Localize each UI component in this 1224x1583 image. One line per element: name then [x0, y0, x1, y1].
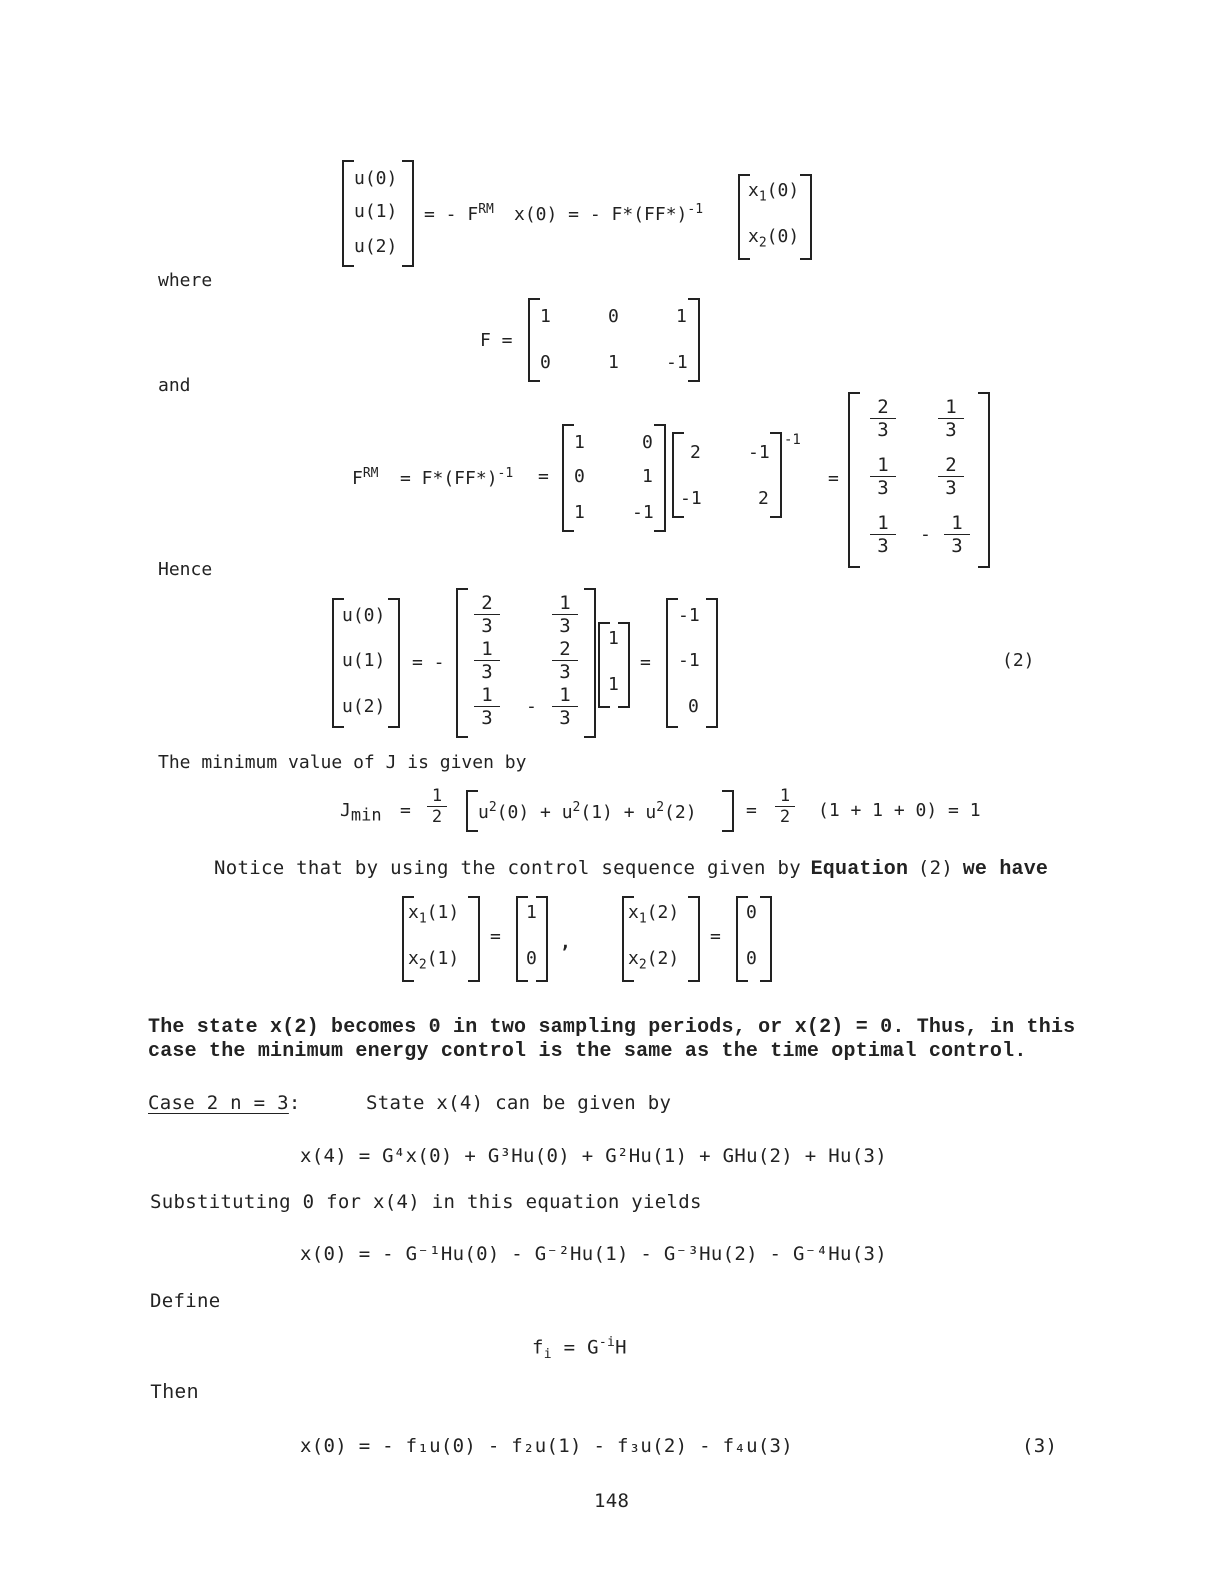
- bracket-right: [388, 598, 400, 728]
- bracket-right: [770, 432, 782, 518]
- bracket-right: [760, 896, 772, 982]
- u1: u(1): [342, 650, 386, 671]
- matA-cell: 1: [642, 466, 653, 487]
- matA-cell: 1: [574, 502, 585, 523]
- notice-eq-ref: (2): [917, 857, 954, 879]
- frac: 1 3: [866, 454, 900, 499]
- eq1-middle: = - $F^{RM}$: [424, 202, 494, 225]
- notice-line: [214, 857, 1048, 881]
- vec-cell: 1: [526, 902, 537, 923]
- bracket-right: [688, 298, 700, 382]
- matB-cell: -1: [680, 488, 702, 509]
- bracket-left: [456, 588, 468, 738]
- bracket-right: [654, 424, 666, 532]
- equation-x4: x(4) = G⁴x(0) + G³Hu(0) + G²Hu(1) + GHu(2) + Hu(3): [300, 1145, 887, 1167]
- F-cell: -1: [666, 352, 688, 373]
- vec-cell: 0: [526, 948, 537, 969]
- paragraph-line-1: The state x(2) becomes 0 in two sampling periods, or x(2) = 0. Thus, in this: [148, 1016, 1076, 1039]
- equation-number: (2): [1002, 650, 1035, 671]
- bracket-right: [722, 790, 734, 832]
- matB-cell: 2: [758, 488, 769, 509]
- notice-text: Notice that by using the control sequence given by: [214, 857, 801, 879]
- frac: 2 3: [866, 396, 900, 441]
- result-cell: -1: [678, 650, 700, 671]
- label-define: Define: [150, 1290, 221, 1312]
- inverse-sup: -1: [784, 432, 801, 448]
- FRM-eq: = $F*(FF*)^{-1}$: [400, 466, 514, 489]
- frac: 1 3: [866, 512, 900, 557]
- F-cell: 0: [608, 306, 619, 327]
- bracket-right: [800, 174, 812, 260]
- bracket-left: [666, 598, 678, 728]
- bracket-right: [402, 160, 414, 267]
- matA-cell: -1: [632, 502, 654, 523]
- result-cell: -1: [678, 605, 700, 626]
- bracket-right: [706, 598, 718, 728]
- bracket-left: [342, 160, 354, 267]
- u2: u(2): [354, 236, 398, 257]
- equation-3: x(0) = - f₁u(0) - f₂u(1) - f₃u(2) - f₄u(3): [300, 1435, 794, 1457]
- F-cell: 1: [540, 306, 551, 327]
- bracket-left: [562, 424, 574, 532]
- vec-cell: 1: [608, 628, 619, 649]
- result-cell: 0: [688, 696, 699, 717]
- bracket-right: [584, 588, 596, 738]
- x2-2: $x_2(2)$: [628, 948, 680, 973]
- bracket-right: [688, 896, 700, 982]
- u2: u(2): [342, 696, 386, 717]
- eq1-mid2: x(0) = - $F*(FF*)^{-1}$: [514, 202, 704, 225]
- frac: 1 3: [934, 396, 968, 441]
- frac: 2 3: [548, 638, 582, 683]
- F-cell: 1: [676, 306, 687, 327]
- frac: 2 3: [934, 454, 968, 499]
- equals-minus: = -: [412, 652, 445, 673]
- case2-label: Case 2 n = 3: [148, 1092, 289, 1114]
- x1-0: $x_1(0)$: [748, 180, 800, 205]
- equals: =: [490, 926, 501, 947]
- minus-sign: -: [526, 696, 537, 717]
- frac: 1 3: [548, 684, 582, 729]
- equation-x0: x(0) = - G⁻¹Hu(0) - G⁻²Hu(1) - G⁻³Hu(2) - G⁻⁴Hu(3): [300, 1243, 887, 1265]
- jmin-intro: The minimum value of J is given by: [158, 752, 527, 773]
- bracket-right: [468, 896, 480, 982]
- notice-tail: we have: [962, 858, 1049, 881]
- x2-0: $x_2(0)$: [748, 226, 800, 251]
- bracket-left: [528, 298, 540, 382]
- jmin-lhs: $J_{min}$: [340, 800, 382, 826]
- matA-cell: 1: [574, 432, 585, 453]
- F-lhs: F =: [480, 330, 513, 351]
- frac: 1 3: [470, 684, 504, 729]
- vec-cell: 0: [746, 902, 757, 923]
- bracket-left: [848, 392, 860, 568]
- minus-sign: -: [920, 524, 931, 545]
- x1-2: $x_1(2)$: [628, 902, 680, 927]
- F-cell: 1: [608, 352, 619, 373]
- frac-half: 1 2: [424, 786, 450, 827]
- equals: =: [746, 800, 757, 821]
- matB-cell: 2: [690, 442, 701, 463]
- label-then: Then: [150, 1382, 199, 1405]
- paragraph-line-2: case the minimum energy control is the same as the time optimal control.: [148, 1040, 1027, 1063]
- frac: 1 3: [940, 512, 974, 557]
- bracket-left: [466, 790, 478, 832]
- frac: 1 3: [470, 638, 504, 683]
- equation-3-number: (3): [1022, 1435, 1058, 1457]
- vec-cell: 0: [746, 948, 757, 969]
- frac: 2 3: [470, 592, 504, 637]
- notice-equation-word: Equation: [810, 858, 909, 881]
- frac: 1 3: [548, 592, 582, 637]
- FRM-lhs: $F^{RM}$: [352, 466, 379, 489]
- comma: ,: [560, 932, 571, 953]
- F-cell: 0: [540, 352, 551, 373]
- u0: u(0): [342, 605, 386, 626]
- x2-1: $x_2(1)$: [408, 948, 460, 973]
- case2-text: State x(4) can be given by: [366, 1092, 672, 1114]
- bracket-right: [618, 622, 630, 708]
- page-number: 148: [594, 1490, 630, 1512]
- matB-cell: -1: [748, 442, 770, 463]
- substituting-line: Substituting 0 for x(4) in this equation yields: [150, 1191, 702, 1213]
- equals: =: [828, 468, 839, 489]
- u1: u(1): [354, 201, 398, 222]
- vec-cell: 1: [608, 674, 619, 695]
- label-where: where: [158, 270, 213, 291]
- jmin-rest: (1 + 1 + 0) = 1: [818, 800, 981, 821]
- case2-line: [148, 1092, 301, 1114]
- bracket-right: [536, 896, 548, 982]
- jmin-sum: $u^2(0) + u^2(1) + u^2(2)$: [478, 800, 697, 823]
- u0: u(0): [354, 168, 398, 189]
- equals: =: [710, 926, 721, 947]
- bracket-right: [978, 392, 990, 568]
- matA-cell: 0: [574, 466, 585, 487]
- x1-1: $x_1(1)$: [408, 902, 460, 927]
- frac-half: 1 2: [772, 786, 798, 827]
- label-hence: Hence: [158, 559, 213, 580]
- equals: =: [400, 800, 411, 821]
- case2-colon: :: [288, 1092, 301, 1114]
- matA-cell: 0: [642, 432, 653, 453]
- label-and: and: [158, 375, 191, 396]
- equals: =: [538, 466, 549, 487]
- equals: =: [640, 652, 651, 673]
- fi-definition: $f_i = G^{-i}H$: [532, 1335, 627, 1363]
